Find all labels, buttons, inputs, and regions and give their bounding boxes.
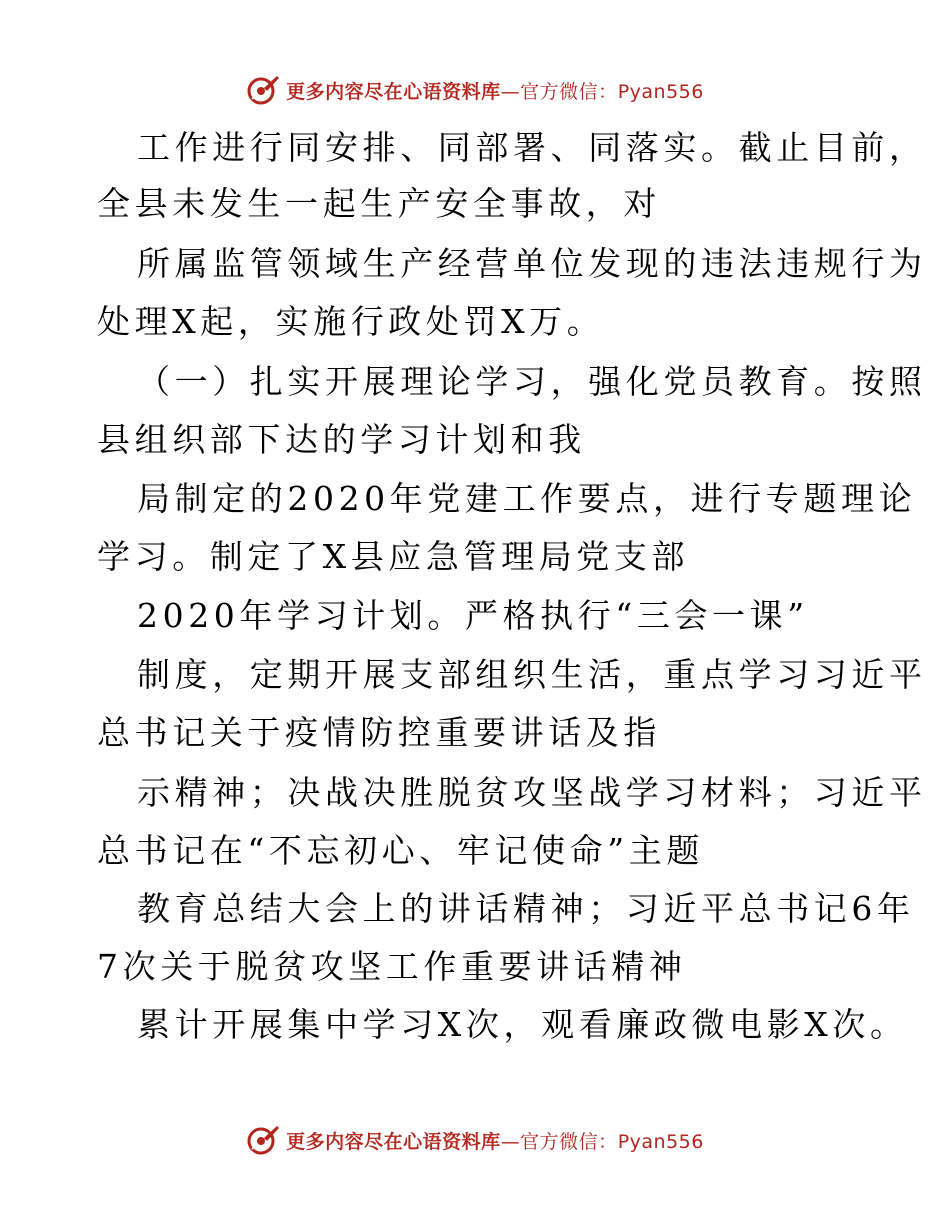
text-line-2: 全县未发生一起生产安全事故，对 <box>97 184 661 223</box>
watermark-dash: — <box>500 80 521 103</box>
watermark-wechat-id: Pyan556 <box>617 80 704 103</box>
text-line-11: 总书记关于疫情防控重要讲话及指 <box>97 713 661 752</box>
pen-logo-icon <box>246 1123 280 1157</box>
text-line-16: 累计开展集中学习X次，观看廉政微电影X次。 <box>137 1005 908 1044</box>
watermark-wechat-label: 官方微信： <box>520 80 618 103</box>
text-line-3: 所属监管领域生产经营单位发现的违法违规行为 <box>137 244 927 283</box>
text-line-10: 制度，定期开展支部组织生活，重点学习习近平 <box>137 655 927 694</box>
text-line-7: 局制定的2020年党建工作要点，进行专题理论 <box>137 479 917 518</box>
text-line-13: 总书记在“不忘初心、牢记使命”主题 <box>97 831 704 870</box>
text-line-12: 示精神；决战决胜脱贫攻坚战学习材料；习近平 <box>137 773 927 812</box>
watermark-site-name: 更多内容尽在心语资料库 <box>286 1130 501 1153</box>
text-line-14: 教育总结大会上的讲话精神；习近平总书记6年 <box>137 889 915 928</box>
text-line-5: （一）扎实开展理论学习，强化党员教育。按照 <box>137 362 927 401</box>
watermark-wechat-label: 官方微信： <box>520 1130 618 1153</box>
text-line-6: 县组织部下达的学习计划和我 <box>97 420 586 459</box>
text-line-9: 2020年学习计划。严格执行“三会一课” <box>137 596 809 635</box>
text-line-8: 学习。制定了X县应急管理局党支部 <box>97 537 690 576</box>
text-line-1: 工作进行同安排、同部署、同落实。截止目前， <box>137 128 927 167</box>
text-line-4: 处理X起，实施行政处罚X万。 <box>97 302 605 341</box>
text-line-15: 7次关于脱贫攻坚工作重要讲话精神 <box>97 947 687 986</box>
pen-logo-icon <box>246 73 280 107</box>
footer-watermark <box>0 1120 950 1160</box>
header-watermark <box>0 70 950 110</box>
watermark-dash: — <box>500 1130 521 1153</box>
watermark-wechat-id: Pyan556 <box>617 1130 704 1153</box>
watermark-site-name: 更多内容尽在心语资料库 <box>286 80 501 103</box>
